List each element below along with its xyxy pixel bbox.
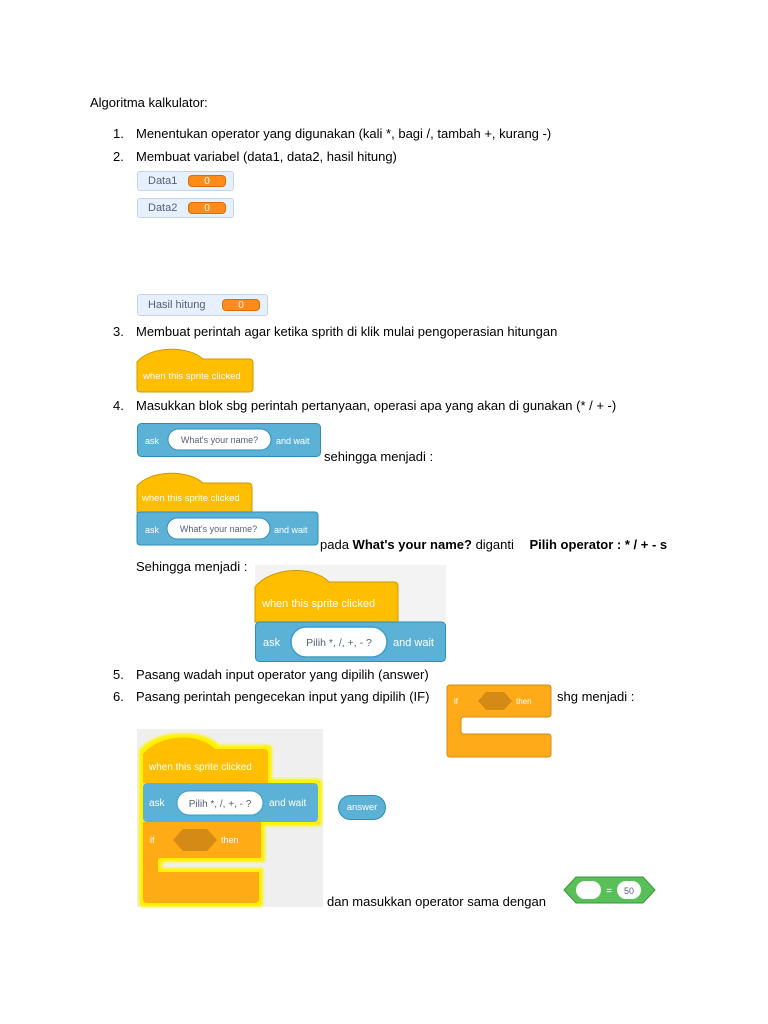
variable-name: Data1 [148, 175, 178, 187]
ask-label: ask [149, 798, 165, 809]
step-text: Menentukan operator yang digunakan (kali *, bagi /, tambah +, kurang -) [136, 126, 552, 141]
hat-block-label: when this sprite clicked [142, 493, 240, 504]
inline-text: shg menjadi : [557, 689, 635, 704]
variable-value: 0 [222, 299, 260, 311]
step-number: 6. [113, 689, 124, 704]
hat-block-label: when this sprite clicked [143, 371, 241, 382]
step-number: 2. [113, 149, 124, 164]
variable-monitor-data1 [137, 171, 234, 191]
variable-name: Hasil hitung [148, 299, 206, 311]
ask-block [137, 423, 322, 458]
inline-text: Sehingga menjadi : [136, 559, 248, 574]
step-text: Membuat variabel (data1, data2, hasil hitung) [136, 149, 397, 164]
equals-operator-block [563, 876, 656, 905]
inline-text: diganti [475, 537, 514, 552]
variable-monitor-data2 [137, 198, 234, 218]
step-text: Pasang perintah pengecekan input yang dipilih (IF) [136, 689, 430, 704]
if-label: if [150, 835, 155, 845]
step-number: 3. [113, 324, 124, 339]
step-text: Masukkan blok sbg perintah pertanyaan, operasi apa yang akan di gunakan (* / + -) [136, 398, 617, 413]
hat-block-when-sprite-clicked [136, 345, 254, 394]
variable-name: Data2 [148, 202, 178, 214]
ask-label: ask [145, 525, 160, 535]
inline-bold-text: What's your name? [352, 537, 472, 552]
document-title: Algoritma kalkulator: [90, 95, 208, 110]
block-stack-hat-ask-pilih [255, 565, 446, 662]
variable-value: 0 [188, 175, 226, 187]
variable-value: 0 [188, 202, 226, 214]
and-wait-label: and wait [269, 798, 307, 809]
right-operand-value: 50 [623, 886, 635, 896]
block-stack-hat-ask [136, 469, 320, 547]
step-number: 5. [113, 667, 124, 682]
step-text: Pasang wadah input operator yang dipilih (answer) [136, 667, 429, 682]
equals-sign: = [606, 886, 612, 897]
then-label: then [516, 697, 532, 706]
ask-input-text: Pilih *, /, +, - ? [306, 637, 372, 649]
step-number: 4. [113, 398, 124, 413]
inline-text: sehingga menjadi : [324, 449, 434, 464]
inline-text: dan masukkan operator sama dengan [327, 894, 546, 909]
answer-reporter-block: answer [338, 795, 386, 820]
left-operand-slot [576, 881, 601, 899]
variable-monitor-hasil-hitung [137, 294, 268, 316]
ask-label: ask [145, 436, 160, 446]
inline-text: pada [320, 537, 349, 552]
ask-input-text: What's your name? [179, 524, 258, 534]
ask-input-text: What's your name? [180, 435, 259, 445]
ask-label: ask [263, 637, 281, 649]
hat-block-label: when this sprite clicked [149, 762, 252, 773]
if-label: if [454, 697, 458, 706]
hat-block-label: when this sprite clicked [262, 598, 376, 610]
ask-input-text: Pilih *, /, +, - ? [188, 799, 252, 810]
and-wait-label: and wait [393, 637, 434, 649]
if-then-block [446, 684, 552, 758]
inline-instruction [320, 537, 667, 553]
then-label: then [221, 835, 239, 845]
and-wait-label: and wait [274, 525, 308, 535]
block-stack-glowing [137, 729, 323, 907]
and-wait-label: and wait [276, 436, 310, 446]
inline-bold-text: Pilih operator : * / + - s [529, 537, 668, 552]
step-text: Membuat perintah agar ketika sprith di klik mulai pengoperasian hitungan [136, 324, 558, 339]
step-number: 1. [113, 126, 124, 141]
